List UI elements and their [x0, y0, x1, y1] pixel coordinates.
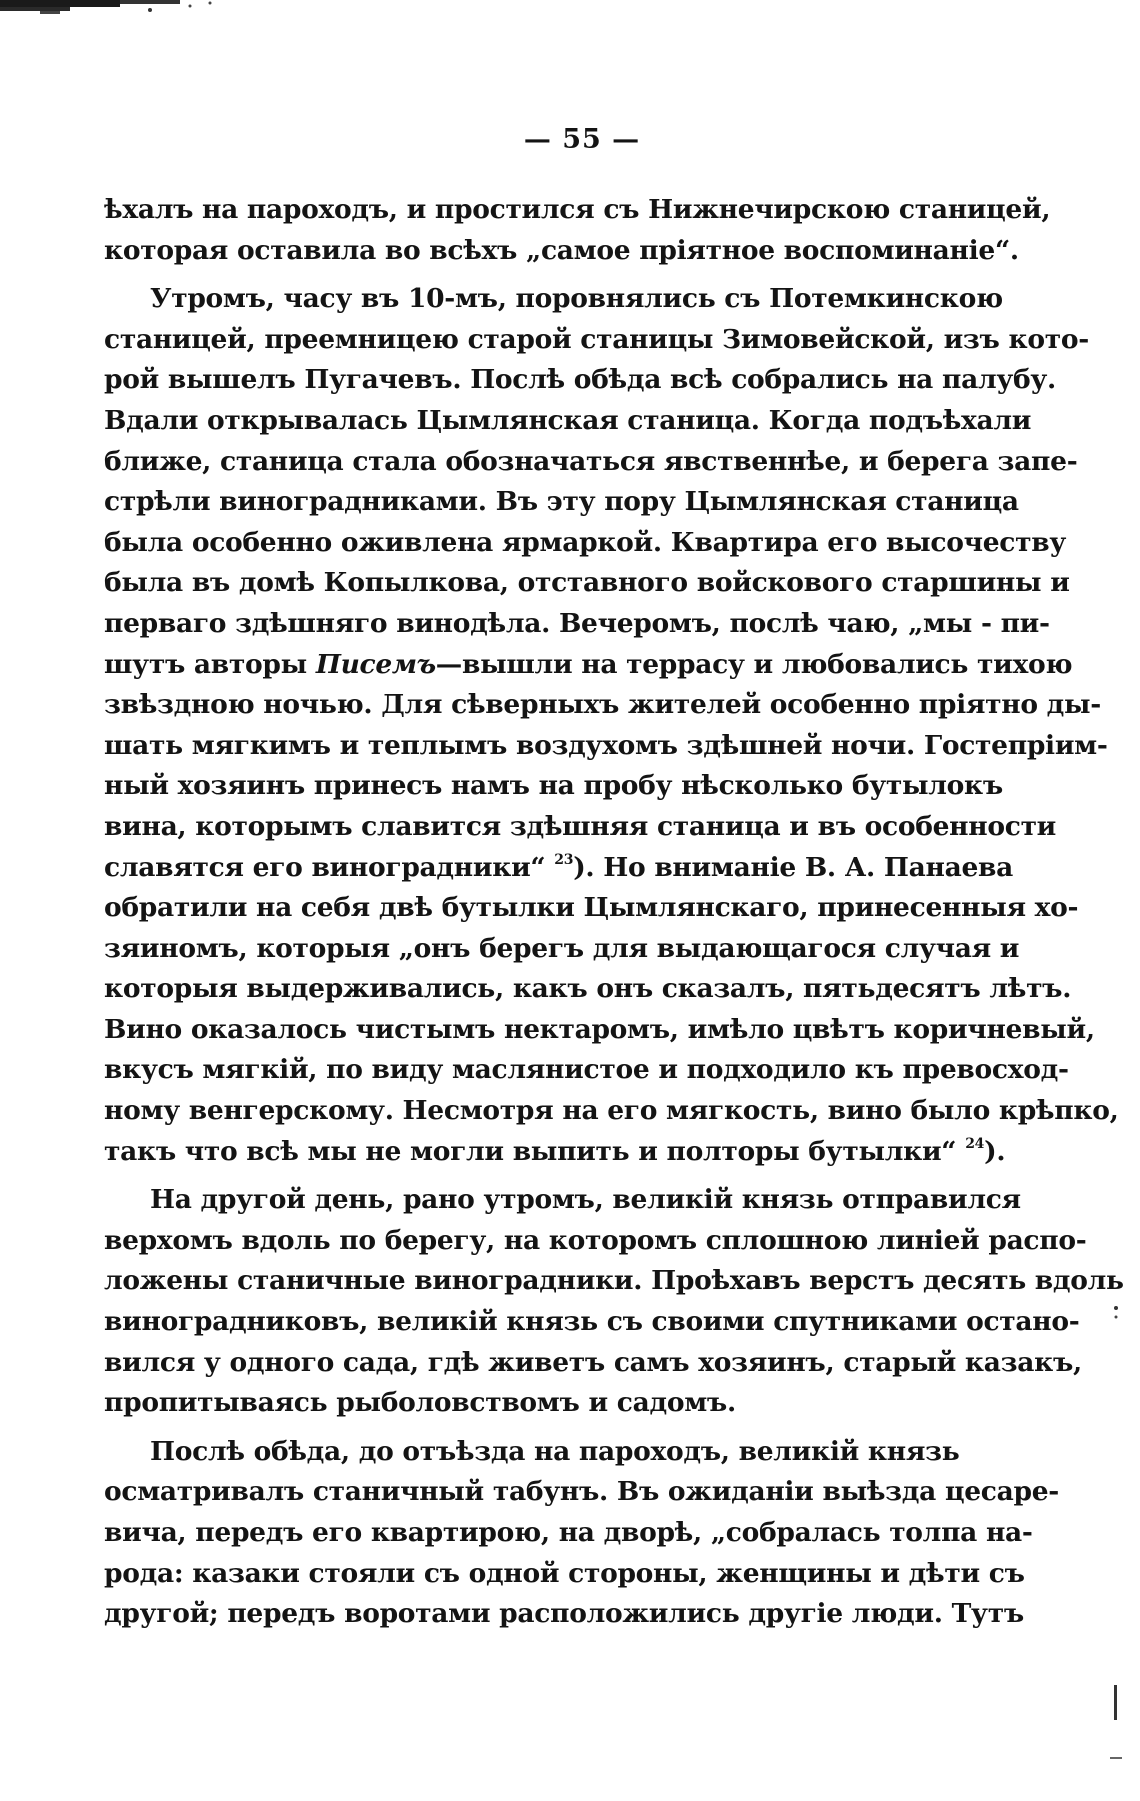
text-line: пропитываясь рыболовствомъ и садомъ. — [104, 1387, 736, 1419]
text-line: виноградниковъ, великій князь съ своими спутниками остано- — [104, 1306, 1080, 1338]
text-line: стрѣли виноградниками. Въ эту пору Цымлянская станица — [104, 486, 1019, 518]
text-line: которая оставила во всѣхъ „самое пріятное воспоминаніе“. — [104, 234, 1019, 266]
text-line — [104, 1132, 1006, 1173]
italic-title: Писемъ — [315, 648, 436, 680]
text-line: рода: казаки стояли съ одной стороны, женщины и дѣти съ — [104, 1557, 1025, 1589]
text-line: вича, передъ его квартирою, на дворѣ, „собралась толпа на- — [104, 1517, 1033, 1548]
text-line: Утромъ, часу въ 10-мъ, поровнялись съ Потемкинскою — [150, 283, 1003, 315]
text-run: ). — [984, 1135, 1006, 1167]
footnote-ref-23: 23 — [554, 851, 574, 868]
text-line: ному венгерскому. Несмотря на его мягкость, вино было крѣпко, — [104, 1095, 1119, 1127]
text-line: обратили на себя двѣ бутылки Цымлянскаго, принесенныя хо- — [104, 892, 1079, 924]
text-line: другой; передъ воротами расположились другіе люди. Тутъ — [104, 1598, 1024, 1630]
text-line: ближе, станица стала обозначаться явственнѣе, и берега запе- — [104, 445, 1078, 477]
text-line: Вино оказалось чистымъ нектаромъ, имѣло цвѣтъ коричневый, — [104, 1013, 1095, 1045]
text-run: такъ что всѣ мы не могли выпить и полторы бутылки“ — [104, 1135, 966, 1167]
text-run: —вышли на террасу и любовались тихою — [435, 648, 1073, 680]
text-line: осматривалъ станичный табунъ. Въ ожиданіи выѣзда цесаре- — [104, 1476, 1059, 1508]
text-line: шать мягкимъ и теплымъ воздухомъ здѣшней ночи. Гостепріим- — [104, 729, 1108, 761]
paragraph-gap — [104, 1172, 946, 1180]
page-number: — 55 — — [523, 124, 641, 155]
text-line — [104, 645, 1073, 686]
text-line: рой вышелъ Пугачевъ. Послѣ обѣда всѣ собрались на палубу. — [104, 364, 1056, 396]
text-run: ). Но вниманіе В. А. Панаева — [573, 851, 1014, 883]
paragraph-gap — [104, 271, 946, 279]
text-line: вкусъ мягкій, по виду маслянистое и подходило къ превосход- — [104, 1054, 1069, 1086]
text-line: ѣхалъ на пароходъ, и простился съ Нижнечирскою станицей, — [104, 194, 1051, 225]
text-line: вина, которымъ славится здѣшняя станица и въ особенности — [104, 810, 1057, 842]
text-line: вился у одного сада, гдѣ живетъ самъ хозяинъ, старый казакъ, — [104, 1346, 1082, 1378]
text-run: славятся его виноградники“ — [104, 851, 555, 883]
text-line — [104, 848, 1014, 889]
text-line: верхомъ вдоль по берегу, на которомъ сплошною линіей распо- — [104, 1224, 1087, 1256]
footnote-ref-24: 24 — [965, 1135, 985, 1152]
text-line: Послѣ обѣда, до отъѣзда на пароходъ, великій князь — [150, 1435, 960, 1467]
text-line: была особенно оживлена ярмаркой. Квартира его высочеству — [104, 526, 1067, 558]
text-line: зяиномъ, которыя „онъ берегъ для выдающагося случая и — [104, 932, 1020, 964]
text-line: Вдали открывалась Цымлянская станица. Когда подъѣхали — [104, 404, 1032, 436]
text-line: перваго здѣшняго винодѣла. Вечеромъ, послѣ чаю, „мы - пи- — [104, 607, 1050, 639]
text-line: станицей, преемницею старой станицы Зимовейской, изъ кото- — [104, 323, 1089, 355]
text-line: ложены станичные виноградники. Проѣхавъ верстъ десять вдоль — [104, 1265, 1124, 1297]
scan-artifact-right — [1108, 1305, 1124, 1765]
scan-artifact-top — [0, 0, 230, 20]
text-line: звѣздною ночью. Для сѣверныхъ жителей особенно пріятно ды- — [104, 689, 1101, 721]
body-text — [104, 190, 1124, 1635]
text-line: была въ домѣ Копылкова, отставного войскового старшины и — [104, 567, 1070, 599]
text-run: шутъ авторы — [104, 648, 316, 680]
paragraph-gap — [104, 1424, 946, 1432]
text-line: которыя выдерживались, какъ онъ сказалъ, пятьдесятъ лѣтъ. — [104, 973, 1072, 1005]
text-line: На другой день, рано утромъ, великій князь отправился — [150, 1184, 1021, 1216]
text-line: ный хозяинъ принесъ намъ на пробу нѣсколько бутылокъ — [104, 770, 1003, 802]
